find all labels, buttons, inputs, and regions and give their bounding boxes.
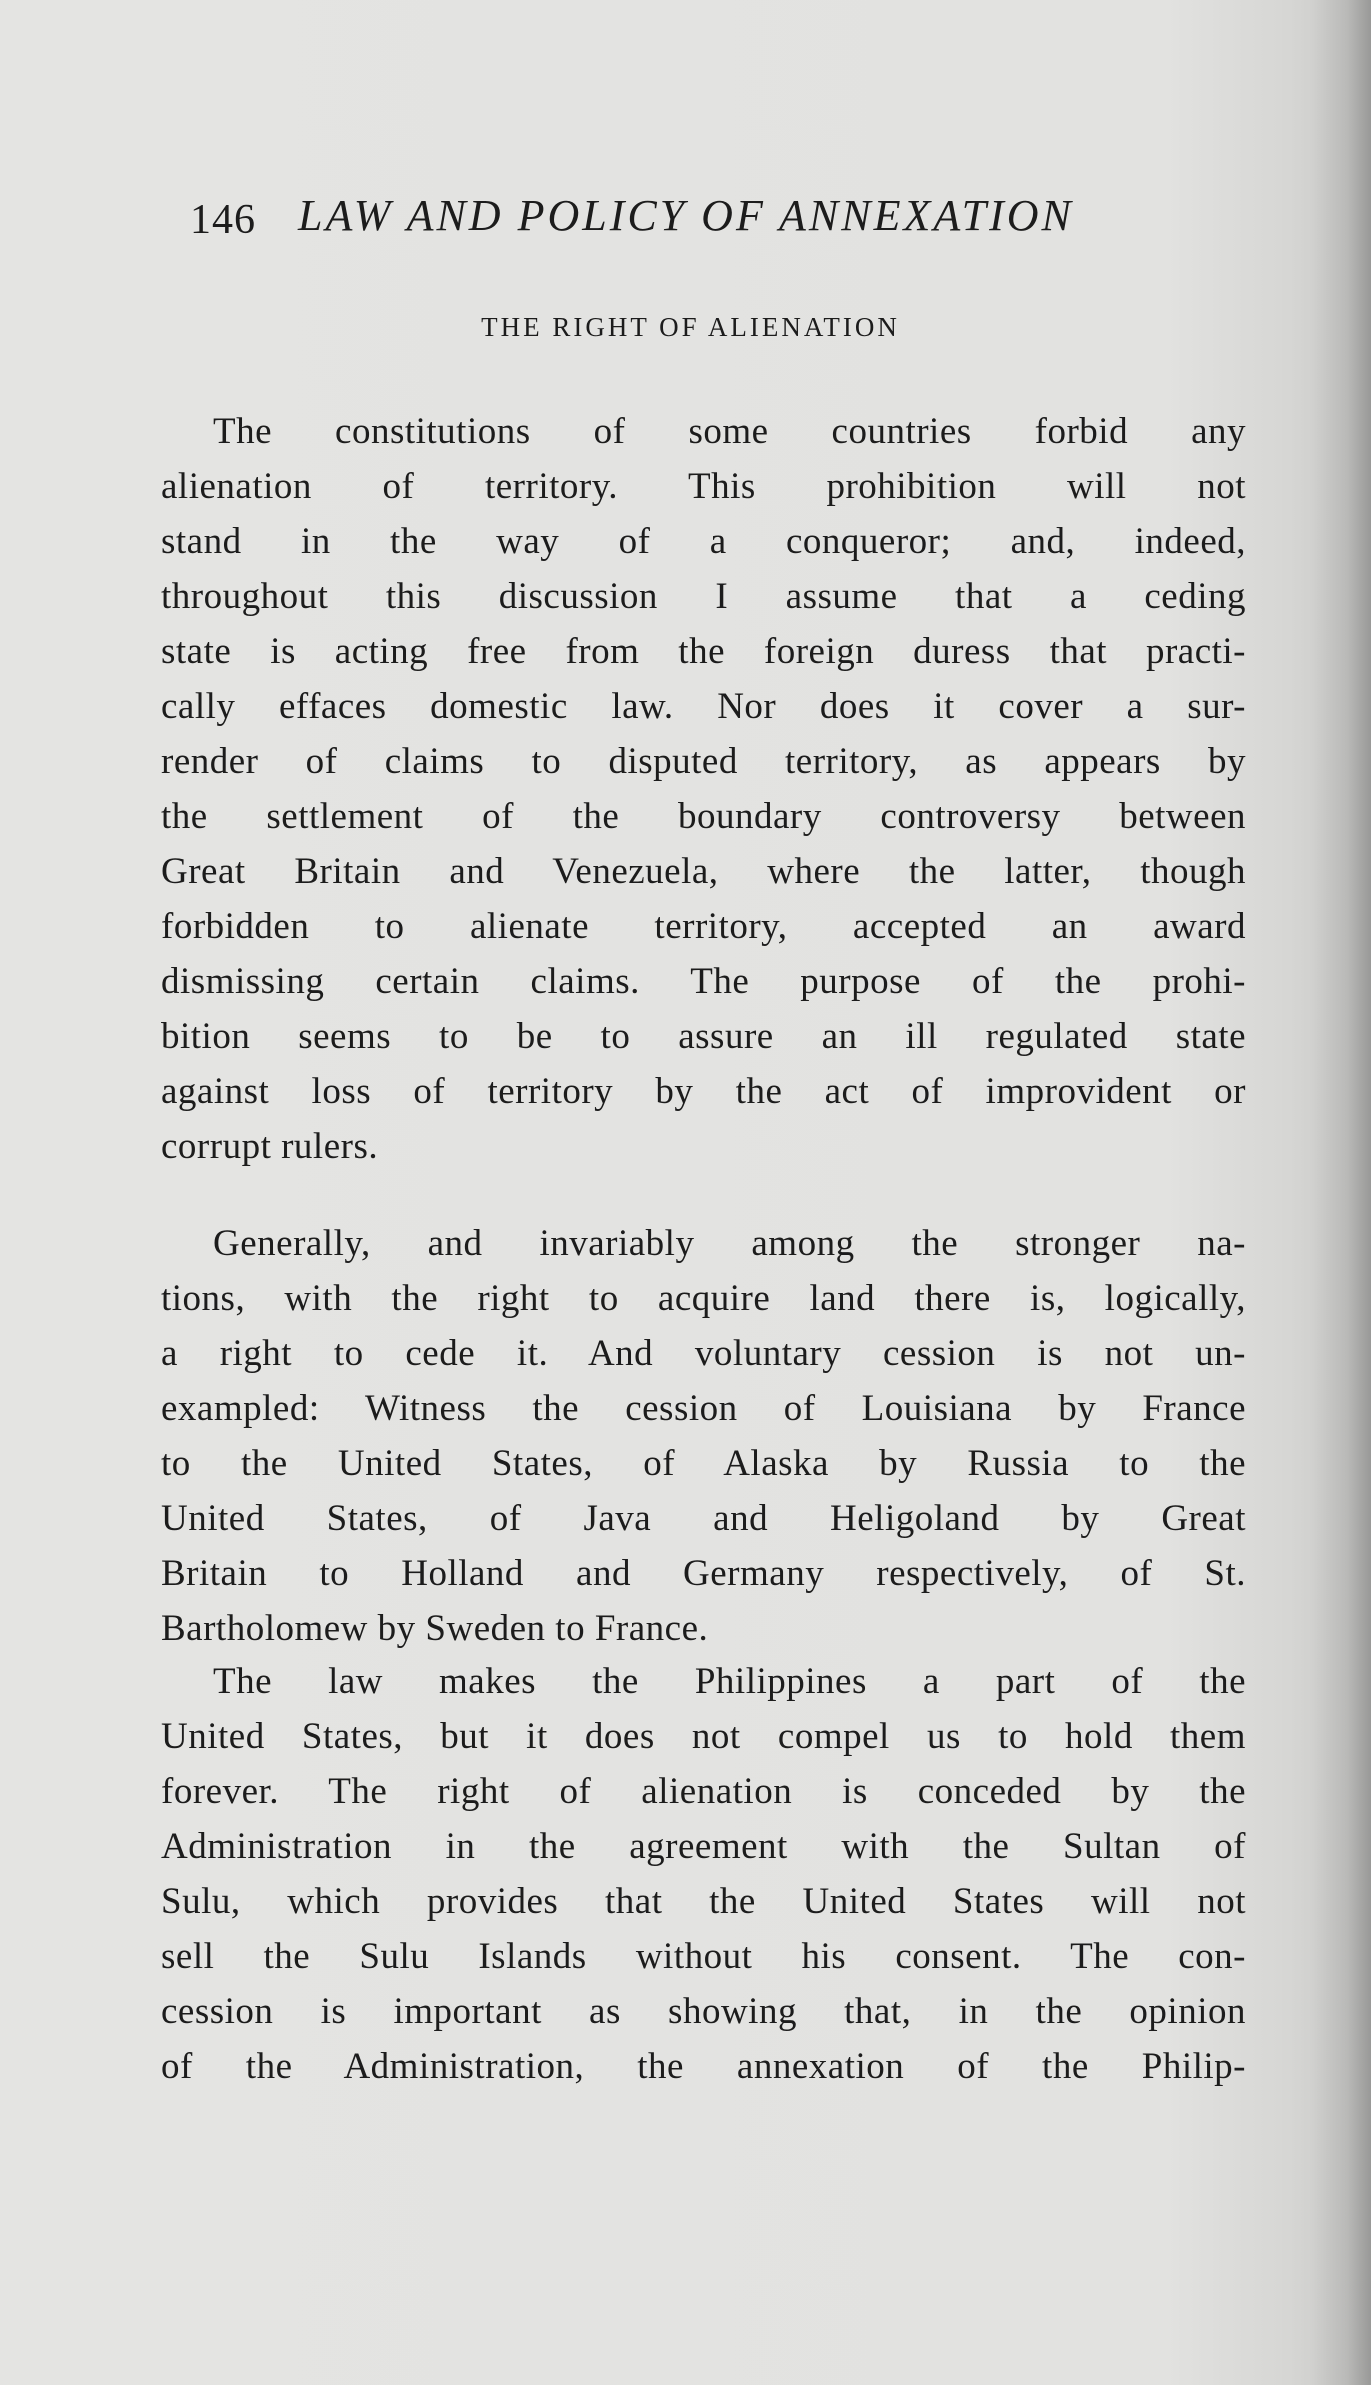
text-line: to the United States, of Alaska by Russia to the (161, 1443, 1246, 1484)
text-line: United States, of Java and Heligoland by Great (161, 1498, 1246, 1539)
text-line: Britain to Holland and Germany respectively, of St. (161, 1553, 1246, 1594)
text-line: dismissing certain claims. The purpose of the prohi- (161, 961, 1246, 1002)
paragraph-1 (161, 404, 1246, 1174)
text-line: corrupt rulers. (161, 1126, 379, 1167)
text-line: sell the Sulu Islands without his consent. The con- (161, 1936, 1246, 1977)
text-line: forbidden to alienate territory, accepted an award (161, 906, 1246, 947)
text-line: exampled: Witness the cession of Louisiana by France (161, 1388, 1246, 1429)
text-line: state is acting free from the foreign duress that practi- (161, 631, 1246, 672)
text-line: Generally, and invariably among the stronger na- (213, 1223, 1246, 1264)
text-line: Great Britain and Venezuela, where the latter, though (161, 851, 1246, 892)
text-line: tions, with the right to acquire land there is, logically, (161, 1278, 1246, 1319)
text-line: alienation of territory. This prohibition will not (161, 466, 1246, 507)
page-number: 146 (190, 197, 256, 243)
text-line: Sulu, which provides that the United States will not (161, 1881, 1246, 1922)
text-line: a right to cede it. And voluntary cession is not un- (161, 1333, 1246, 1374)
text-line: Administration in the agreement with the Sultan of (161, 1826, 1246, 1867)
text-line: cession is important as showing that, in the opinion (161, 1991, 1246, 2032)
paragraph-3 (161, 1654, 1246, 2094)
text-line: render of claims to disputed territory, as appears by (161, 741, 1246, 782)
text-line: Bartholomew by Sweden to France. (161, 1608, 709, 1649)
text-line: throughout this discussion I assume that a ceding (161, 576, 1246, 617)
section-heading: THE RIGHT OF ALIENATION (481, 312, 900, 342)
text-line: stand in the way of a conqueror; and, indeed, (161, 521, 1246, 562)
text-line: United States, but it does not compel us to hold them (161, 1716, 1246, 1757)
paragraph-2 (161, 1216, 1246, 1656)
text-line: cally effaces domestic law. Nor does it cover a sur- (161, 686, 1246, 727)
text-line: against loss of territory by the act of improvident or (161, 1071, 1246, 1112)
running-header (190, 190, 1110, 250)
running-title: LAW AND POLICY OF ANNEXATION (298, 191, 1074, 240)
text-line: bition seems to be to assure an ill regulated state (161, 1016, 1246, 1057)
text-line: forever. The right of alienation is conceded by the (161, 1771, 1246, 1812)
page-edge-shadow (1311, 0, 1371, 2385)
text-line: the settlement of the boundary controversy between (161, 796, 1246, 837)
text-line: The law makes the Philippines a part of the (213, 1661, 1246, 1702)
text-line: of the Administration, the annexation of the Philip- (161, 2046, 1246, 2087)
text-line: The constitutions of some countries forbid any (213, 411, 1246, 452)
